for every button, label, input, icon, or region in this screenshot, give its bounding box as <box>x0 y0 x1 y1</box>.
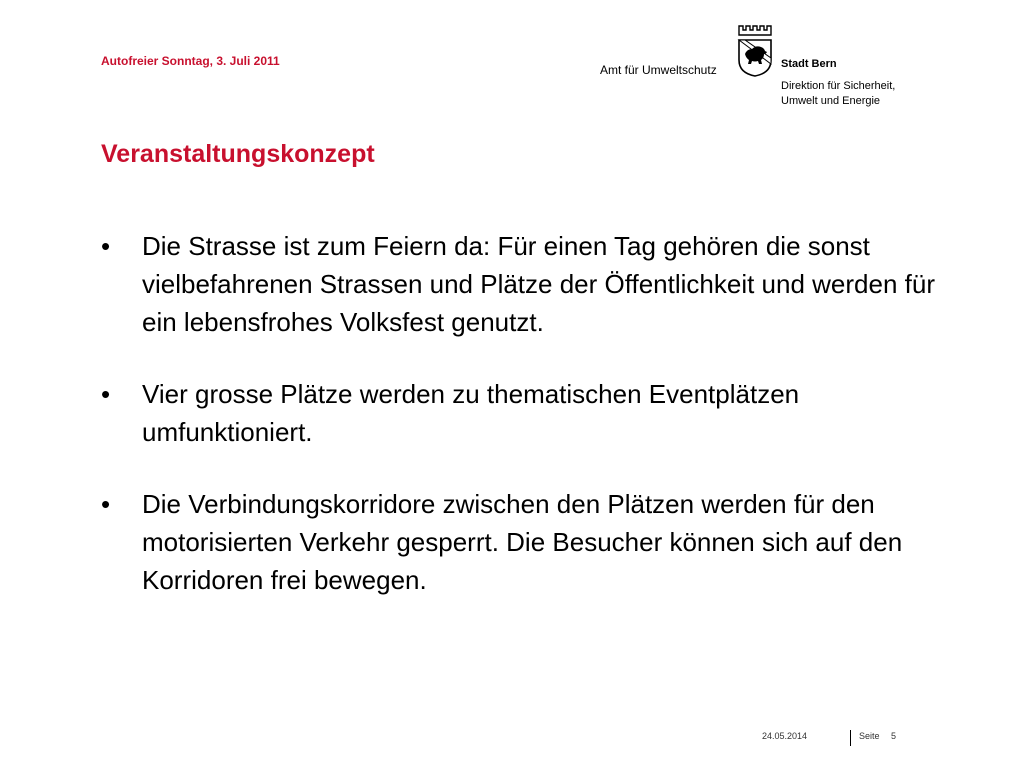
event-title: Autofreier Sonntag, 3. Juli 2011 <box>101 54 280 68</box>
footer-page-label: Seite <box>859 731 880 741</box>
directorate-line-1: Direktion für Sicherheit, <box>781 80 896 92</box>
bullet-item <box>101 227 941 341</box>
footer-page-number: 5 <box>891 731 897 741</box>
directorate-line-2: Umwelt und Energie <box>781 95 881 107</box>
bern-bear-crest-icon <box>736 24 774 78</box>
office-name: Amt für Umweltschutz <box>600 63 717 77</box>
bullet-symbol: • <box>101 489 111 519</box>
bullet-item <box>101 485 941 599</box>
footer-divider <box>850 730 851 746</box>
bullet-symbol: • <box>101 379 111 409</box>
directorate <box>781 79 895 109</box>
slide-heading: Veranstaltungskonzept <box>101 140 375 168</box>
bullet-list <box>101 227 941 633</box>
bullet-text: Die Verbindungskorridore zwischen den Plätzen werden für den motorisierten Verkehr gesperrt. Die Besucher können sich auf den Korridoren frei bewegen. <box>142 489 903 595</box>
bullet-text: Die Strasse ist zum Feiern da: Für einen Tag gehören die sonst vielbefahrenen Strassen und Plätze der Öffentlichkeit und werden für ein lebensfrohes Volksfest genutzt. <box>142 231 935 337</box>
bullet-text: Vier grosse Plätze werden zu thematischen Eventplätzen umfunktioniert. <box>142 379 800 447</box>
bullet-item <box>101 375 941 451</box>
footer-date: 24.05.2014 <box>762 731 808 741</box>
city-name: Stadt Bern <box>781 58 837 70</box>
bullet-symbol: • <box>101 231 111 261</box>
